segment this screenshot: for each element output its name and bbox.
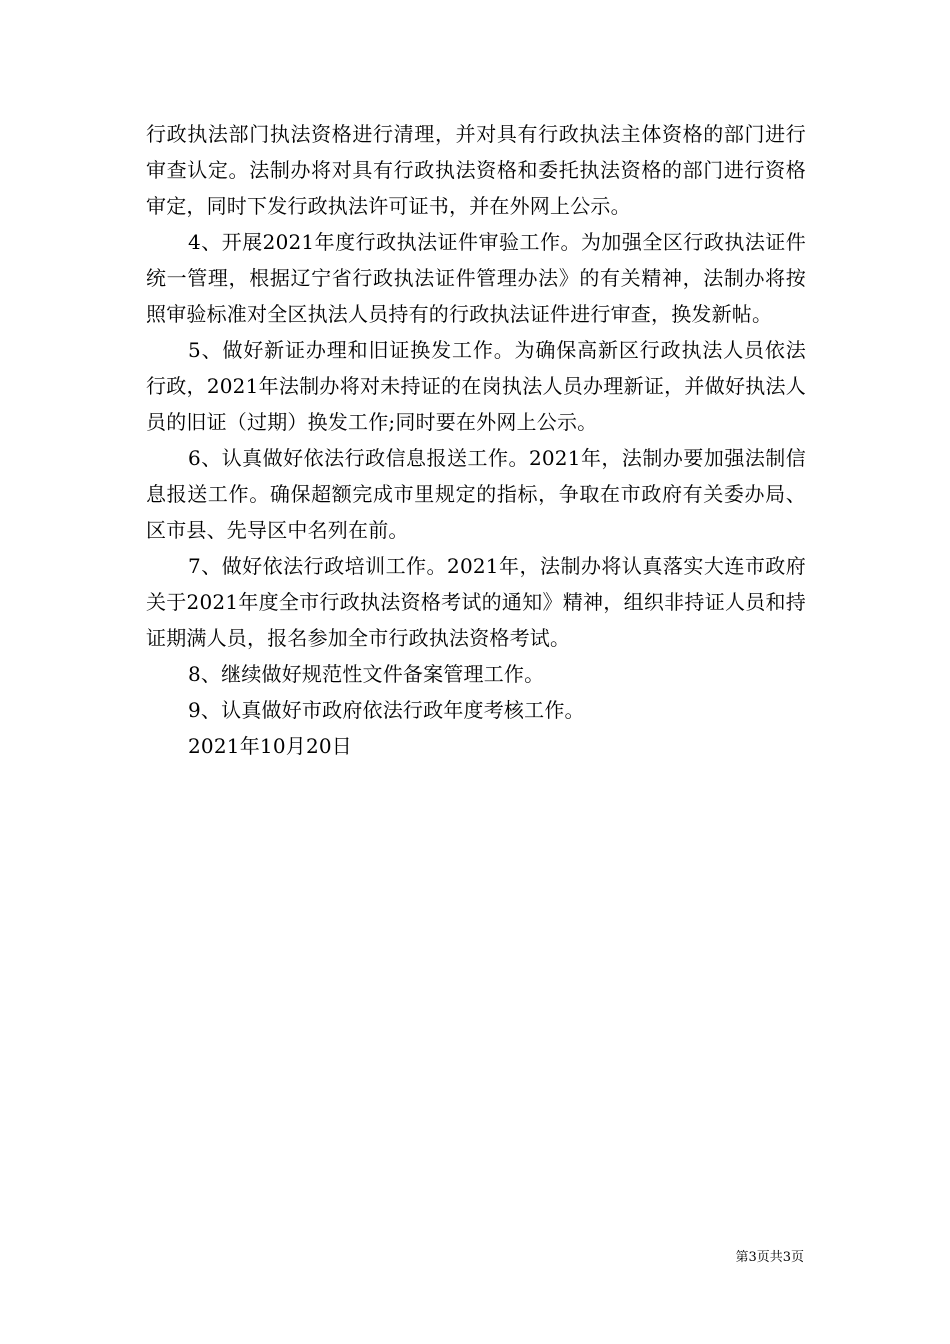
paragraph-item-6: 6、认真做好依法行政信息报送工作。2021年，法制办要加强法制信息报送工作。确保超额完成市里规定的指标，争取在市政府有关委办局、区市县、先导区中名列在前。: [146, 446, 806, 542]
page-indicator: 第3页共3页: [735, 1250, 804, 1265]
paragraph-item-8: 8、继续做好规范性文件备案管理工作。: [188, 662, 545, 686]
paragraph-continuation: 行政执法部门执法资格进行清理，并对具有行政执法主体资格的部门进行审查认定。法制办将对具有行政执法资格和委托执法资格的部门进行资格审定，同时下发行政执法许可证书，并在外网上公示。: [146, 122, 806, 218]
document-body: [146, 116, 806, 764]
paragraph-item-9: 9、认真做好市政府依法行政年度考核工作。: [188, 698, 585, 722]
paragraph-item-4: 4、开展2021年度行政执法证件审验工作。为加强全区行政执法证件统一管理，根据辽宁省行政执法证件管理办法》的有关精神，法制办将按照审验标准对全区执法人员持有的行政执法证件进行审查，换发新帖。: [146, 230, 806, 326]
document-date: 2021年10月20日: [188, 734, 352, 758]
paragraph-item-5: 5、做好新证办理和旧证换发工作。为确保高新区行政执法人员依法行政，2021年法制办将对未持证的在岗执法人员办理新证，并做好执法人员的旧证（过期）换发工作;同时要在外网上公示。: [146, 338, 806, 434]
paragraph-item-7: 7、做好依法行政培训工作。2021年，法制办将认真落实大连市政府关于2021年度全市行政执法资格考试的通知》精神，组织非持证人员和持证期满人员，报名参加全市行政执法资格考试。: [146, 554, 806, 650]
